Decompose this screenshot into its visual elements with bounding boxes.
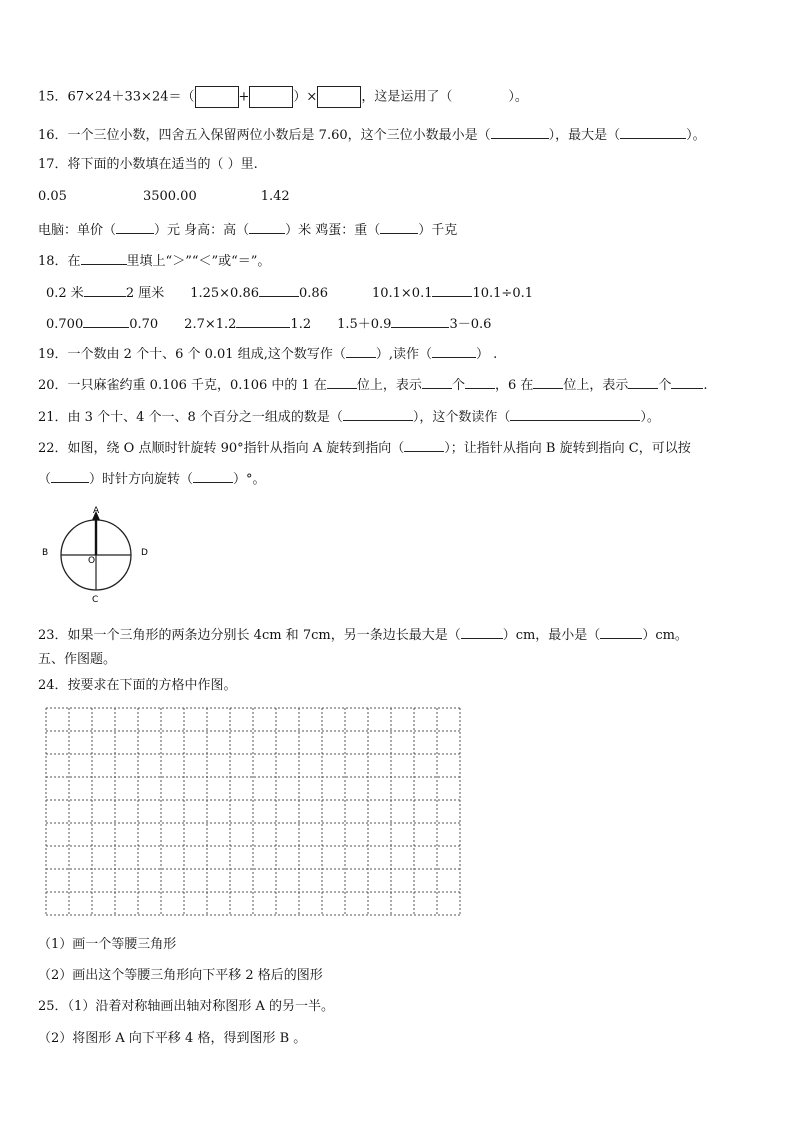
- question-25-part-1: 25．（1）沿着对称轴画出轴对称图形 A 的另一半。: [38, 999, 334, 1014]
- answer-box-1[interactable]: [195, 86, 239, 108]
- answer-box-2[interactable]: [249, 86, 293, 108]
- label-b: B: [42, 548, 49, 558]
- blank[interactable]: [461, 624, 503, 639]
- q24-part-1: （1）画一个等腰三角形: [38, 937, 177, 952]
- q18-row-2: 0.700 0.70 2.7×1.2 1.2 1.5＋0.9 3－0.6: [46, 313, 491, 334]
- blank[interactable]: [380, 219, 418, 234]
- blank[interactable]: [81, 250, 127, 265]
- question-20: 20．一只麻雀约重 0.106 千克，0.106 中的 1 在 位上，表示 个 ，6 在 位上，表示 个 .: [38, 374, 708, 395]
- blank[interactable]: [600, 624, 642, 639]
- blank[interactable]: [51, 468, 89, 483]
- label-d: D: [141, 548, 148, 558]
- q24-part-2: （2）画出这个等腰三角形向下平移 2 格后的图形: [38, 968, 323, 983]
- question-18: 18．在 里填上“＞”“＜”或“＝”。: [38, 250, 270, 271]
- blank[interactable]: [193, 468, 233, 483]
- blank[interactable]: [510, 406, 640, 421]
- question-24: 24．按要求在下面的方格中作图。: [38, 678, 237, 693]
- label-c: C: [92, 595, 99, 605]
- question-19: 19．一个数由 2 个十、6 个 0.01 组成,这个数写作（ ）,读作（ ） .: [38, 343, 497, 364]
- drawing-grid[interactable]: [45, 707, 465, 919]
- blank[interactable]: [404, 437, 444, 452]
- blank[interactable]: [343, 406, 413, 421]
- q18-row-1: 0.2 米 2 厘米 1.25×0.86 0.86 10.1×0.1 10.1÷0.1: [46, 282, 533, 303]
- q17-blanks: 电脑：单价（ ）元 身高：高（ ）米 鸡蛋：重（ ）千克: [38, 219, 457, 240]
- question-23: 23．如果一个三角形的两条边分别长 4cm 和 7cm，另一条边长最大是（ ）cm，最小是（ ）cm。: [38, 624, 688, 645]
- label-o: O: [88, 556, 96, 566]
- dial-figure: [36, 500, 166, 610]
- question-17: 17．将下面的小数填在适当的（ ）里.: [38, 157, 258, 172]
- question-15: 15．67×24＋33×24＝（ + ）× ，这是运用了（ ）。: [38, 86, 528, 108]
- question-16: 16．一个三位小数，四舍五入保留两位小数后是 7.60，这个三位小数最小是（ ），最大是（ ）。: [38, 124, 706, 145]
- blank[interactable]: [432, 343, 476, 358]
- section-heading: 五、作图题。: [38, 652, 117, 667]
- label-a: A: [93, 506, 100, 516]
- answer-box-3[interactable]: [317, 86, 361, 108]
- blank[interactable]: [116, 219, 154, 234]
- blank[interactable]: [346, 343, 376, 358]
- blank[interactable]: [249, 219, 285, 234]
- question-25-part-2: （2）将图形 A 向下平移 4 格，得到图形 B 。: [38, 1031, 307, 1046]
- question-22-cont: （ ）时针方向旋转（ ）°。: [38, 468, 266, 489]
- blank[interactable]: [491, 124, 549, 139]
- question-22: 22．如图，绕 O 点顺时针旋转 90°指针从指向 A 旋转到指向（ ）；让指针从指向 B 旋转到指向 C，可以按: [38, 437, 691, 458]
- question-21: 21．由 3 个十、4 个一、8 个百分之一组成的数是（ ），这个数读作（ ）。: [38, 406, 660, 427]
- blank[interactable]: [620, 124, 686, 139]
- q17-numbers: 0.05 3500.00 1.42: [38, 189, 290, 204]
